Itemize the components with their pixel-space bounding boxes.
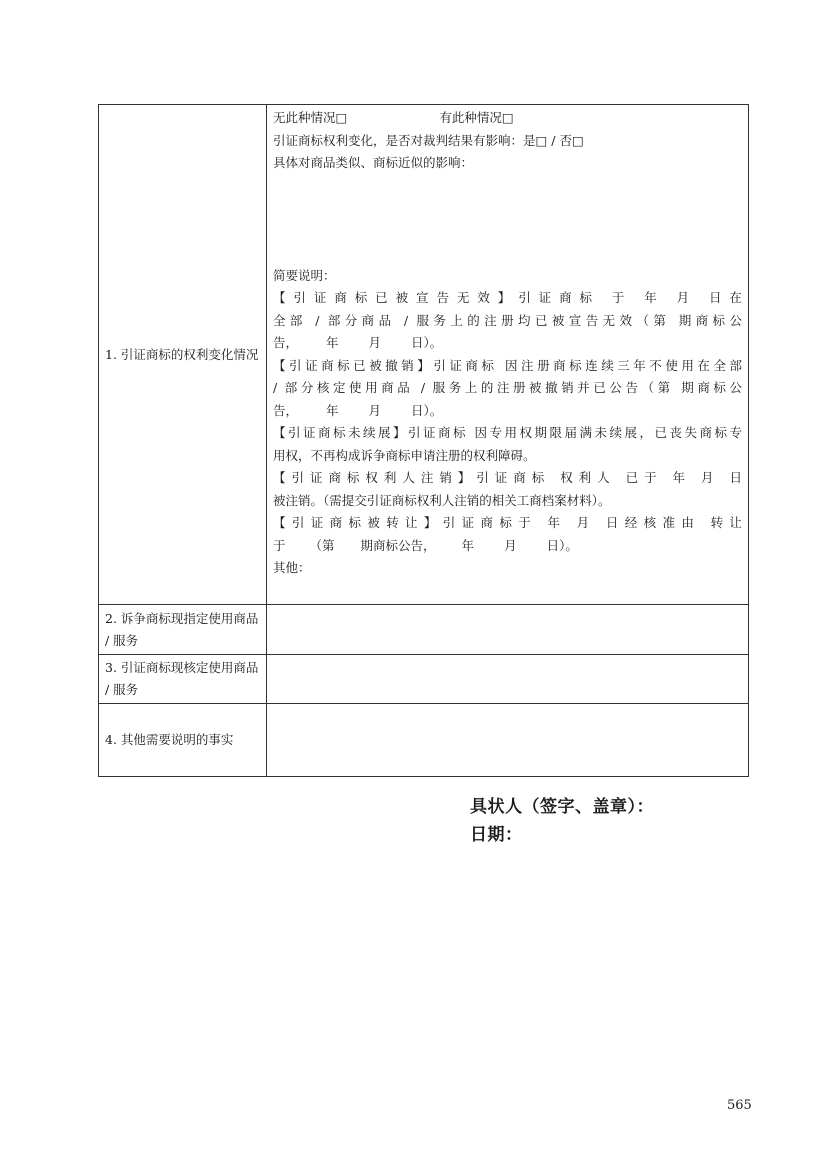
- row2-value[interactable]: [267, 605, 749, 655]
- not-renewed-line-1: 【引证商标未续展】引证商标 因专用权期限届满未续展，已丧失商标专: [273, 425, 742, 440]
- facts-form-table: [98, 104, 749, 777]
- impact-question: 引证商标权利变化，是否对裁判结果有影响：是□ / 否□: [273, 132, 584, 148]
- not-renewed-line-2: 用权，不再构成诉争商标申请注册的权利障碍。: [273, 447, 536, 463]
- invalid-line-2: 全部 / 部分商品 / 服务上的注册均已被宣告无效（第 期商标公: [273, 312, 742, 328]
- specific-impact-blank[interactable]: [273, 175, 742, 265]
- revoked-line-3: 告， 年 月 日）。: [273, 402, 443, 418]
- row2-label: 2. 诉争商标现指定使用商品 / 服务: [99, 605, 267, 655]
- row1-label: 1. 引证商标的权利变化情况: [99, 105, 267, 605]
- row3-label: 3. 引证商标现核定使用商品 / 服务: [99, 655, 267, 704]
- page-number: 565: [727, 1098, 752, 1113]
- specific-impact-label: 具体对商品类似、商标近似的影响：: [273, 155, 474, 170]
- row-disputed-goods: [99, 605, 749, 655]
- invalid-line-1: 【引证商标已被宣告无效】引证商标 于 年 月 日在: [273, 290, 742, 305]
- revoked-line-1: 【引证商标已被撤销】引证商标 因注册商标连续三年不使用在全部: [273, 357, 742, 373]
- date-label: 日期：: [470, 825, 523, 845]
- row-cited-goods: [99, 655, 749, 704]
- transferred-line-2: 于 （第 期商标公告， 年 月 日）。: [273, 537, 578, 553]
- other-label: 其他：: [273, 560, 311, 575]
- row4-value[interactable]: [267, 704, 749, 777]
- row1-content: [267, 105, 749, 605]
- row4-label: 4. 其他需要说明的事实: [99, 704, 267, 777]
- row-other-facts: [99, 704, 749, 777]
- case-options: [273, 107, 742, 130]
- brief-label: 简要说明：: [273, 267, 336, 283]
- row-trademark-right-change: [99, 105, 749, 605]
- invalid-line-3: 告， 年 月 日）。: [273, 335, 443, 350]
- no-case-option[interactable]: 无此种情况□: [273, 110, 348, 125]
- owner-cancelled-line-2: 被注销。（需提交引证商标权利人注销的相关工商档案材料）。: [273, 492, 611, 508]
- revoked-line-2: / 部分核定使用商品 / 服务上的注册被撤销并已公告（第 期商标公: [273, 380, 742, 395]
- owner-cancelled-line-1: 【引证商标权利人注销】引证商标 权利人 已于 年 月 日: [273, 470, 742, 485]
- row3-value[interactable]: [267, 655, 749, 704]
- transferred-line-1: 【引证商标被转让】引证商标于 年 月 日经核准由 转让: [273, 515, 742, 530]
- signer-label: 具状人（签字、盖章）：: [470, 797, 654, 817]
- has-case-option[interactable]: 有此种情况□: [439, 110, 514, 125]
